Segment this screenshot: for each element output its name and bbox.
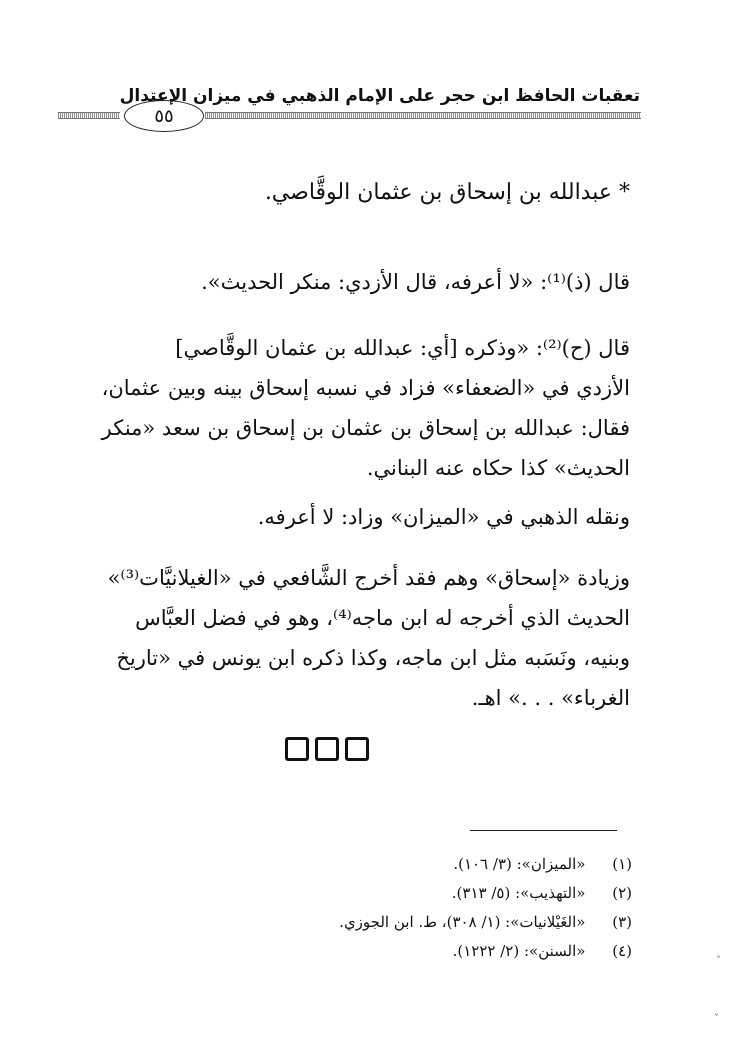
footnote-text: «التهذيب»: (٥/ ٣١٣).	[451, 884, 586, 902]
text-line: وزيادة «إسحاق» وهم فقد أخرج الشَّافعي في «الغيلانيَّات⁽³⁾»	[107, 566, 630, 590]
running-header-title: تعقبات الحافظ ابن حجر على الإمام الذهبي في ميزان الإعتدال	[119, 86, 640, 106]
text-line: قال (ح)⁽²⁾: «وذكره [أي: عبدالله بن عثمان الوقَّاصي]	[175, 336, 630, 360]
scan-speck: ˇ	[716, 956, 721, 967]
footnote-number: (٤)	[612, 942, 632, 960]
square-ornament-icon	[315, 737, 339, 761]
text-line: الغرباء» . . .» اهـ.	[471, 686, 630, 710]
paragraph-addition	[50, 558, 630, 718]
page-number: ٥٥	[124, 100, 204, 132]
footnote-number: (١)	[612, 855, 632, 873]
footnote-item	[339, 855, 632, 884]
text-line: الحديث» كذا حكاه عنه البناني.	[366, 456, 630, 480]
footnotes	[339, 855, 632, 971]
header-rule-left	[58, 112, 120, 119]
footnote-text: «السنن»: (٢/ ١٢٢٢).	[452, 942, 586, 960]
text-line: الأزدي في «الضعفاء» فزاد في نسبه إسحاق بينه وبين عثمان،	[101, 376, 630, 400]
footnote-number: (٣)	[612, 913, 632, 931]
text-line: فقال: عبدالله بن إسحاق بن عثمان بن إسحاق بن سعد «منكر	[101, 416, 630, 440]
footnote-separator	[470, 830, 617, 831]
paragraph-dhahabi: قال (ذ)⁽¹⁾: «لا أعرفه، قال الأزدي: منكر الحديث».	[201, 270, 630, 294]
text-line: وبنيه، ونَسَبه مثل ابن ماجه، وكذا ذكره ابن يونس في «تاريخ	[116, 646, 630, 670]
footnote-number: (٢)	[612, 884, 632, 902]
footnote-item	[339, 913, 632, 942]
text-line: الحديث الذي أخرجه له ابن ماجه⁽⁴⁾، وهو في فضل العبَّاس	[135, 606, 630, 630]
footnote-item	[339, 884, 632, 913]
scan-speck: ˇ	[714, 1014, 719, 1025]
square-ornament-icon	[345, 737, 369, 761]
paragraph-transmission: ونقله الذهبي في «الميزان» وزاد: لا أعرفه.	[257, 505, 630, 529]
entry-heading: * عبدالله بن إسحاق بن عثمان الوقَّاصي.	[264, 180, 630, 205]
header-rule-right	[205, 112, 641, 119]
paragraph-ibn-hajar	[50, 328, 630, 488]
footnote-item	[339, 942, 632, 971]
section-divider-ornament	[285, 737, 369, 761]
square-ornament-icon	[285, 737, 309, 761]
footnote-text: «الغَيْلانيات»: (١/ ٣٠٨)، ط. ابن الجوزي.	[339, 913, 586, 931]
footnote-text: «الميزان»: (٣/ ١٠٦).	[453, 855, 586, 873]
